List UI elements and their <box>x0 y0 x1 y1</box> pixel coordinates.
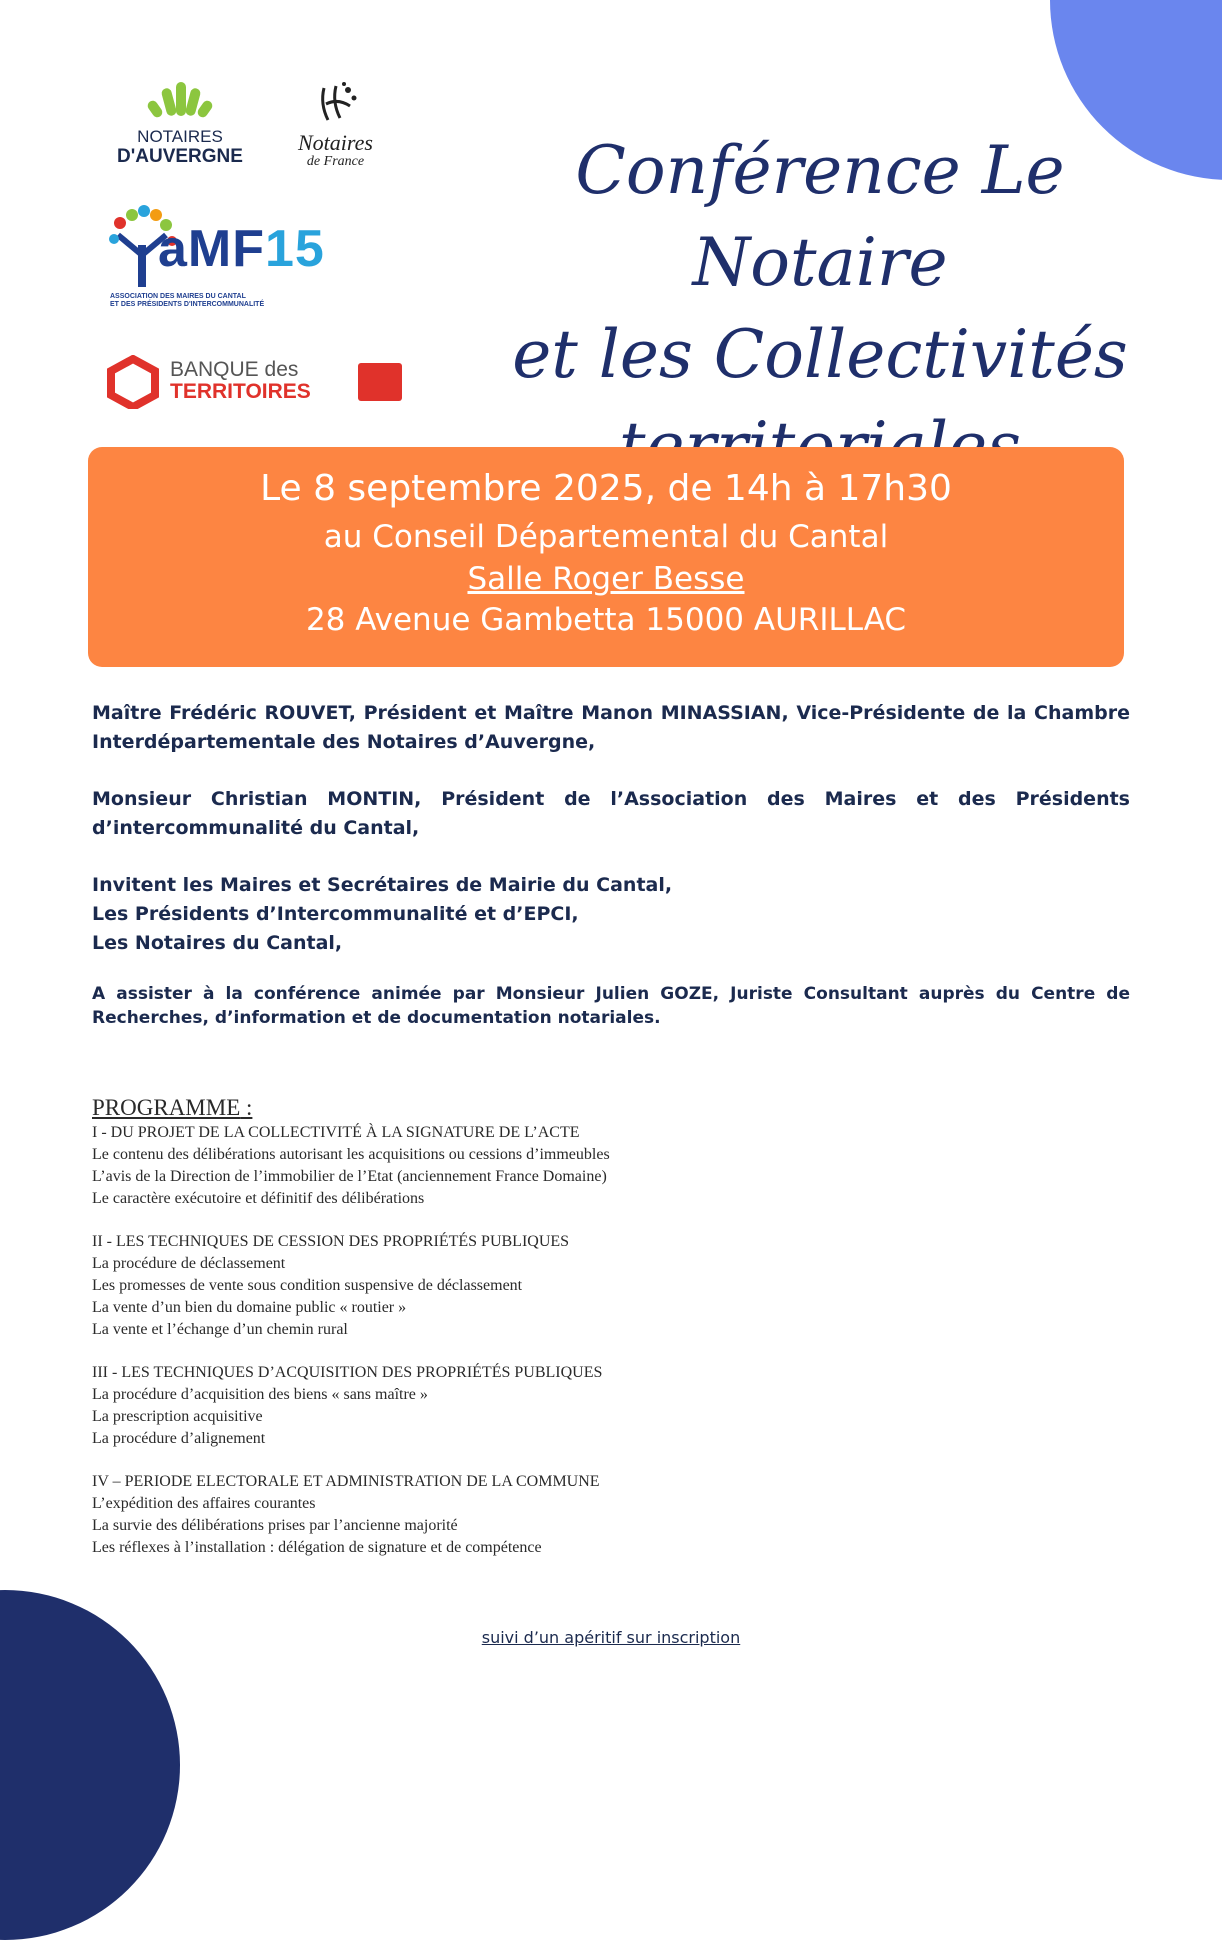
caisse-depots-icon <box>358 363 402 401</box>
list-item: Les promesses de vente sous condition suspensive de déclassement <box>92 1277 523 1294</box>
invitation-paragraph-1: Maître Frédéric ROUVET, Président et Maître Manon MINASSIAN, Vice-Présidente de la Chambre Interdépartementale des Notaires d’Auvergne, <box>92 702 1130 753</box>
section-title: I - DU PROJET DE LA COLLECTIVITÉ À LA SIGNATURE DE L’ACTE <box>92 1124 580 1141</box>
invitation-paragraph-4: A assister à la conférence animée par Monsieur Julien GOZE, Juriste Consultant auprès du Centre de Recherches, d’information et de documentation notariales. <box>92 984 1130 1028</box>
invitation-line: Invitent les Maires et Secrétaires de Mairie du Cantal, <box>92 874 673 896</box>
programme-heading-label: PROGRAMME <box>92 1095 241 1120</box>
amf15-number: 15 <box>265 220 325 278</box>
list-item: L’avis de la Direction de l’immobilier de l’Etat (anciennement France Domaine) <box>92 1168 607 1185</box>
aperitif-note: suivi d’un apéritif sur inscription <box>481 1628 741 1647</box>
section-title: IV – PERIODE ELECTORALE ET ADMINISTRATION DE LA COMMUNE <box>92 1473 600 1490</box>
logo-nf-line1: Notaires <box>298 130 373 155</box>
list-item: Les réflexes à l’installation : délégation de signature et de compétence <box>92 1539 542 1556</box>
list-item: La vente et l’échange d’un chemin rural <box>92 1321 348 1338</box>
programme-section-4 <box>92 1471 992 1559</box>
leaves-icon <box>140 78 220 123</box>
programme <box>92 1094 992 1580</box>
logo-nf-line2: de France <box>306 154 365 169</box>
amf15-subtitle-1: ASSOCIATION DES MAIRES DU CANTAL <box>110 293 246 300</box>
list-item: La survie des délibérations prises par l’ancienne majorité <box>92 1517 458 1534</box>
list-item: Le caractère exécutoire et définitif des délibérations <box>92 1190 425 1207</box>
invitation-paragraph-2: Monsieur Christian MONTIN, Président de l’Association des Maires et des Présidents d’intercommunalité du Cantal, <box>92 788 1130 839</box>
title-line-2: et les Collectivités <box>512 316 1128 393</box>
list-item: L’expédition des affaires courantes <box>92 1495 316 1512</box>
amf15-subtitle <box>110 293 370 309</box>
logo-notaires-auvergne <box>105 78 255 178</box>
event-room <box>88 559 1124 599</box>
amf15-letters: aMF <box>158 220 265 278</box>
section-title: III - LES TECHNIQUES D’ACQUISITION DES PROPRIÉTÉS PUBLIQUES <box>92 1364 603 1381</box>
list-item: La procédure de déclassement <box>92 1255 286 1272</box>
programme-heading <box>92 1094 992 1122</box>
event-address: 28 Avenue Gambetta 15000 AURILLAC <box>305 602 907 638</box>
programme-section-1 <box>92 1122 992 1210</box>
notaires-france-emblem-icon <box>306 80 366 128</box>
programme-heading-suffix: : <box>240 1095 253 1120</box>
event-venue: au Conseil Départemental du Cantal <box>323 519 889 555</box>
amf15-subtitle-2: ET DES PRÉSIDENTS D'INTERCOMMUNALITÉ <box>110 301 265 308</box>
conference-title <box>440 125 1200 493</box>
invitation-paragraph-3 <box>92 871 1130 958</box>
section-title: II - LES TECHNIQUES DE CESSION DES PROPRIÉTÉS PUBLIQUES <box>92 1233 570 1250</box>
hexagon-icon <box>105 355 161 409</box>
logo-amf15 <box>108 205 408 315</box>
list-item: Le contenu des délibérations autorisant les acquisitions ou cessions d’immeubles <box>92 1146 610 1163</box>
amf15-wordmark <box>158 219 325 279</box>
list-item: La procédure d’acquisition des biens « sans maître » <box>92 1386 428 1403</box>
programme-section-2 <box>92 1231 992 1341</box>
event-details-box <box>88 447 1124 667</box>
logo-banque-territoires <box>105 355 410 410</box>
list-item: La prescription acquisitive <box>92 1408 263 1425</box>
event-room-label: Salle Roger Besse <box>467 561 745 597</box>
event-date-time: Le 8 septembre 2025, de 14h à 17h30 <box>260 468 952 509</box>
title-line-1: Conférence Le Notaire <box>575 132 1065 301</box>
programme-section-3 <box>92 1362 992 1450</box>
footer-note <box>0 1628 1222 1647</box>
invitation-line: Les Présidents d’Intercommunalité et d’EPCI, <box>92 903 579 925</box>
logo-bt-line2: TERRITOIRES <box>170 380 311 403</box>
list-item: La procédure d’alignement <box>92 1430 266 1447</box>
logo-notaires-france <box>278 80 393 180</box>
list-item: La vente d’un bien du domaine public « routier » <box>92 1299 407 1316</box>
logo-na-line2: D'AUVERGNE <box>117 146 243 167</box>
logo-na-line1: NOTAIRES <box>137 127 223 146</box>
logo-bt-line1: BANQUE des <box>170 358 299 381</box>
invitation-line: Les Notaires du Cantal, <box>92 932 343 954</box>
